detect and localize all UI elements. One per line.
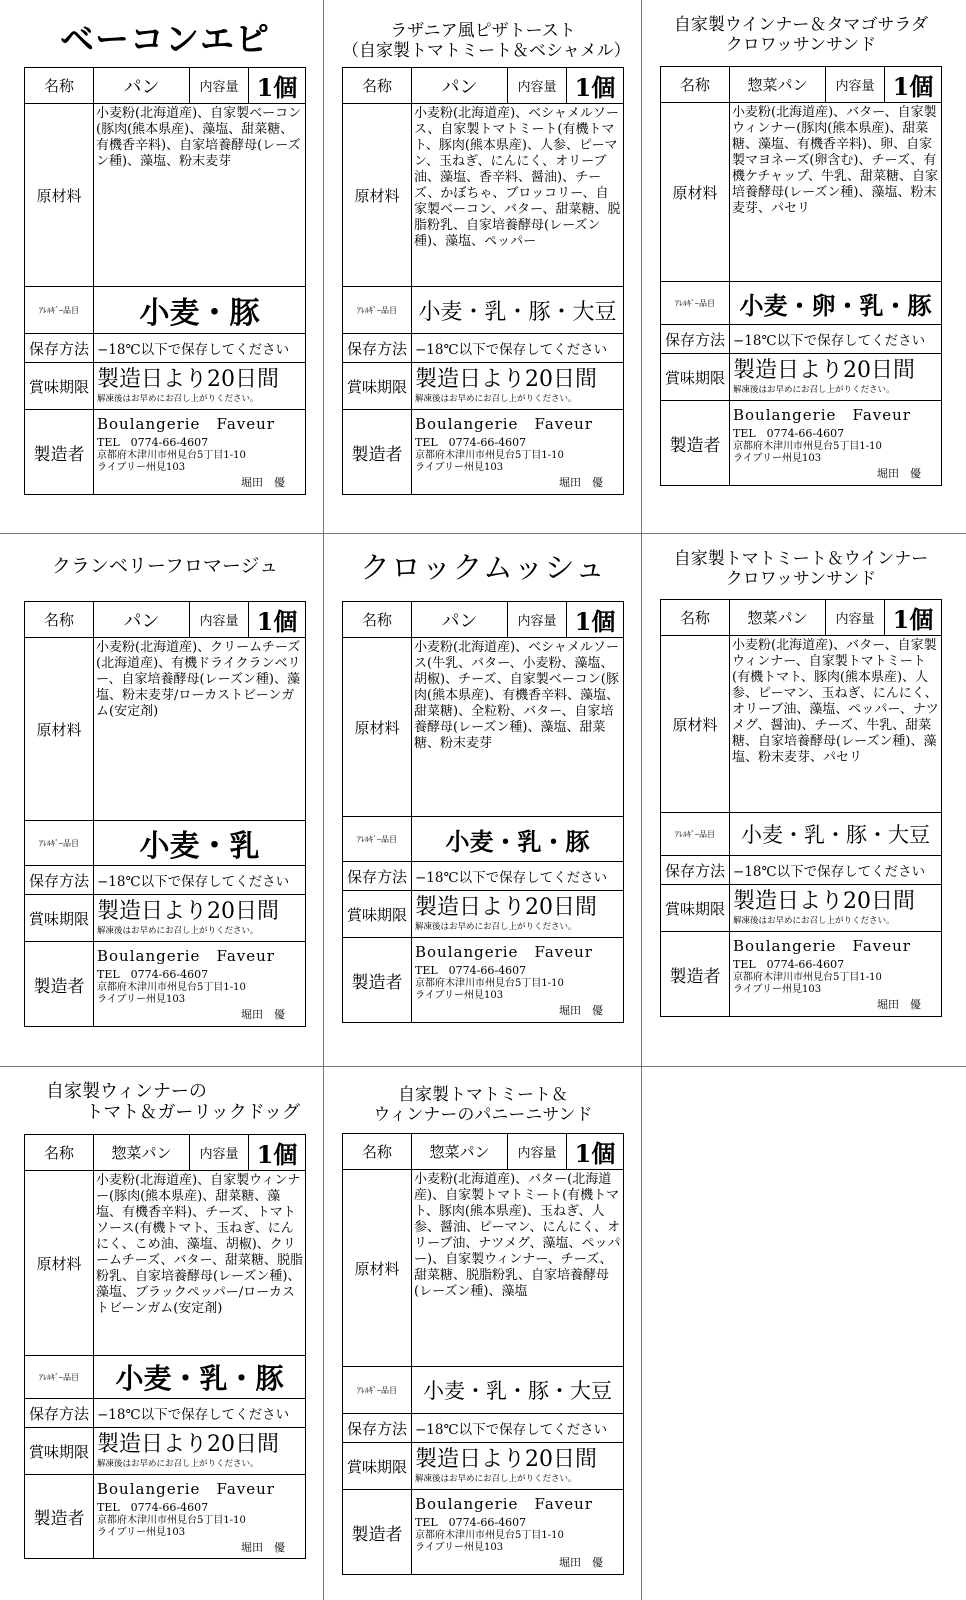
- expiry-label: 賞味期限: [25, 1428, 94, 1475]
- grid-line-vertical: [641, 0, 642, 1600]
- maker-tel: TEL 0774-66-4607: [733, 427, 845, 440]
- storage-value: −18℃以下で保存してください: [730, 856, 942, 885]
- storage-label: 保存方法: [343, 334, 412, 363]
- product-subtitle: クロワッサンサンド: [725, 568, 877, 589]
- expiry-value: 製造日より20日間: [415, 1446, 597, 1472]
- allergen-value: 小麦・乳: [94, 821, 306, 866]
- allergen-label: ｱﾚﾙｷﾞｰ品目: [343, 287, 412, 334]
- maker-company: Boulangerie Faveur: [97, 1480, 275, 1498]
- ingredients-label: 原材料: [25, 104, 94, 287]
- maker-label: 製造者: [343, 410, 412, 495]
- allergen-value: 小麦・乳・豚・大豆: [412, 287, 624, 334]
- maker-address: ライブリー州見103: [97, 462, 186, 473]
- maker-tel: TEL 0774-66-4607: [97, 968, 209, 981]
- maker-tel: TEL 0774-66-4607: [415, 436, 527, 449]
- ingredients-value: 小麦粉(北海道産)、バター(北海道産)、自家製トマトミート(有機トマト、豚肉(熊本県産)、玉ねぎ、人参、醤油、ピーマン、にんにく、オリーブ油、ナツメグ、藻塩、ペッパー)、自家製ウィンナー、チーズ、甜菜糖、脱脂粉乳、自家培養酵母(レーズン種)、藻塩: [412, 1170, 624, 1367]
- maker-company: Boulangerie Faveur: [415, 943, 593, 961]
- quantity-value: 1個: [249, 68, 306, 104]
- product-title: 自家製ウィンナーの: [46, 1081, 207, 1102]
- allergen-value: 小麦・乳・豚・大豆: [730, 813, 942, 856]
- maker-address: 京都府木津川市州見台5丁目1-10: [415, 1530, 564, 1541]
- product-subtitle: トマト＆ガーリックドッグ: [85, 1101, 300, 1123]
- maker-tel: TEL 0774-66-4607: [415, 1516, 527, 1529]
- maker-label: 製造者: [343, 1490, 412, 1575]
- quantity-label: 内容量: [508, 1134, 567, 1170]
- ingredients-label: 原材料: [343, 104, 412, 287]
- allergen-value: 小麦・乳・豚・大豆: [412, 1367, 624, 1414]
- storage-value: −18℃以下で保存してください: [412, 862, 624, 891]
- grid-line-horizontal: [0, 533, 966, 534]
- allergen-value: 小麦・乳・豚: [94, 1356, 306, 1399]
- quantity-label: 内容量: [508, 602, 567, 638]
- maker-company: Boulangerie Faveur: [733, 406, 911, 424]
- expiry-value: 製造日より20日間: [97, 898, 279, 924]
- quantity-value: 1個: [249, 1135, 306, 1171]
- maker-address: ライブリー州見103: [97, 1527, 186, 1538]
- storage-label: 保存方法: [343, 862, 412, 891]
- maker-tel: TEL 0774-66-4607: [97, 1501, 209, 1514]
- maker-label: 製造者: [661, 401, 730, 486]
- maker-label: 製造者: [25, 1475, 94, 1559]
- expiry-note: 解凍後はお早めにお召し上がりください。: [415, 1474, 577, 1485]
- maker-address: 京都府木津川市州見台5丁目1-10: [415, 450, 564, 461]
- ingredients-label: 原材料: [25, 1171, 94, 1356]
- storage-label: 保存方法: [661, 325, 730, 354]
- name-value: パン: [412, 602, 508, 638]
- quantity-value: 1個: [885, 67, 942, 103]
- maker-person: 堀田 優: [241, 1008, 285, 1021]
- expiry-note: 解凍後はお早めにお召し上がりください。: [97, 1459, 259, 1470]
- maker-address: ライブリー州見103: [733, 984, 822, 995]
- name-value: 惣菜パン: [94, 1135, 190, 1171]
- quantity-value: 1個: [567, 1134, 624, 1170]
- expiry-value: 製造日より20日間: [415, 894, 597, 920]
- maker-person: 堀田 優: [559, 1004, 603, 1017]
- maker-company: Boulangerie Faveur: [415, 415, 593, 433]
- ingredients-label: 原材料: [661, 103, 730, 282]
- expiry-note: 解凍後はお早めにお召し上がりください。: [733, 916, 895, 927]
- maker-label: 製造者: [25, 410, 94, 495]
- ingredients-label: 原材料: [25, 638, 94, 821]
- name-label: 名称: [25, 602, 94, 638]
- expiry-label: 賞味期限: [661, 354, 730, 401]
- product-subtitle: ウィンナーのパニーニサンド: [373, 1104, 593, 1125]
- grid-line-vertical: [323, 0, 324, 1600]
- storage-label: 保存方法: [25, 334, 94, 363]
- maker-address: 京都府木津川市州見台5丁目1-10: [733, 972, 882, 983]
- storage-value: −18℃以下で保存してください: [412, 334, 624, 363]
- ingredients-label: 原材料: [661, 636, 730, 813]
- ingredients-label: 原材料: [343, 1170, 412, 1367]
- quantity-label: 内容量: [826, 600, 885, 636]
- allergen-label: ｱﾚﾙｷﾞｰ品目: [661, 813, 730, 856]
- storage-value: −18℃以下で保存してください: [730, 325, 942, 354]
- maker-tel: TEL 0774-66-4607: [415, 964, 527, 977]
- maker-address: ライブリー州見103: [97, 994, 186, 1005]
- name-value: パン: [412, 68, 508, 104]
- product-label: [342, 14, 631, 489]
- name-value: 惣菜パン: [730, 67, 826, 103]
- expiry-label: 賞味期限: [25, 363, 94, 410]
- maker-person: 堀田 優: [877, 998, 921, 1011]
- storage-value: −18℃以下で保存してください: [94, 334, 306, 363]
- maker-person: 堀田 優: [559, 476, 603, 489]
- allergen-value: 小麦・乳・豚: [412, 817, 624, 862]
- maker-person: 堀田 優: [877, 467, 921, 480]
- maker-address: ライブリー州見103: [415, 1542, 504, 1553]
- ingredients-value: 小麦粉(北海道産)、自家製ウィンナー(豚肉(熊本県産)、甜菜糖、藻塩、有機香辛料)、チーズ、トマトソース(有機トマト、玉ねぎ、にんにく、こめ油、藻塩、胡椒)、クリームチーズ、バター、甜菜糖、脱脂粉乳、自家培養酵母(レーズン種)、藻塩、ブラックペッパー/ローカストビーンガム(安定剤): [94, 1171, 306, 1356]
- expiry-label: 賞味期限: [343, 891, 412, 938]
- quantity-label: 内容量: [508, 68, 567, 104]
- allergen-value: 小麦・卵・乳・豚: [730, 282, 942, 325]
- expiry-note: 解凍後はお早めにお召し上がりください。: [97, 394, 259, 405]
- name-label: 名称: [25, 68, 94, 104]
- name-value: 惣菜パン: [730, 600, 826, 636]
- expiry-label: 賞味期限: [343, 1443, 412, 1490]
- allergen-label: ｱﾚﾙｷﾞｰ品目: [343, 817, 412, 862]
- expiry-value: 製造日より20日間: [733, 888, 915, 914]
- product-subtitle: クロワッサンサンド: [725, 34, 877, 55]
- name-label: 名称: [25, 1135, 94, 1171]
- product-label: [660, 8, 942, 480]
- storage-value: −18℃以下で保存してください: [412, 1414, 624, 1443]
- ingredients-value: 小麦粉(北海道産)、ベシャメルソース(牛乳、バター、小麦粉、藻塩、胡椒)、チーズ、自家製ベーコン(豚肉(熊本県産)、有機香辛料、藻塩、甜菜糖)、全粒粉、バター、自家培養酵母(レーズン種)、藻塩、甜菜糖、粉末麦芽: [412, 638, 624, 817]
- allergen-label: ｱﾚﾙｷﾞｰ品目: [25, 821, 94, 866]
- name-value: 惣菜パン: [412, 1134, 508, 1170]
- maker-address: ライブリー州見103: [733, 453, 822, 464]
- ingredients-value: 小麦粉(北海道産)、バター、自家製ウィンナー(豚肉(熊本県産)、甜菜糖、藻塩、有機香辛料)、卵、自家製マヨネーズ(卵含む)、チーズ、有機ケチャップ、牛乳、甜菜糖、自家培養酵母(レーズン種)、藻塩、粉末麦芽、パセリ: [730, 103, 942, 282]
- name-label: 名称: [661, 67, 730, 103]
- maker-tel: TEL 0774-66-4607: [97, 436, 209, 449]
- product-label: [24, 14, 306, 489]
- product-label: [342, 1076, 624, 1569]
- maker-label: 製造者: [25, 942, 94, 1027]
- expiry-note: 解凍後はお早めにお召し上がりください。: [415, 394, 577, 405]
- maker-person: 堀田 優: [241, 476, 285, 489]
- product-title: ラザニア風ピザトースト: [390, 21, 576, 41]
- ingredients-value: 小麦粉(北海道産)、クリームチーズ(北海道産)、有機ドライクランベリー、自家培養酵母(レーズン種)、藻塩、粉末麦芽/ローカストビーンガム(安定剤): [94, 638, 306, 821]
- expiry-value: 製造日より20日間: [97, 1431, 279, 1457]
- quantity-value: 1個: [249, 602, 306, 638]
- storage-label: 保存方法: [661, 856, 730, 885]
- maker-company: Boulangerie Faveur: [97, 415, 275, 433]
- product-label: [24, 1076, 306, 1554]
- name-label: 名称: [343, 68, 412, 104]
- maker-address: ライブリー州見103: [415, 462, 504, 473]
- product-subtitle: （自家製トマトミート＆ベシャメル）: [342, 40, 631, 61]
- maker-address: 京都府木津川市州見台5丁目1-10: [97, 1515, 246, 1526]
- maker-company: Boulangerie Faveur: [733, 937, 911, 955]
- product-label: [342, 546, 624, 1017]
- maker-tel: TEL 0774-66-4607: [733, 958, 845, 971]
- quantity-value: 1個: [567, 68, 624, 104]
- maker-address: 京都府木津川市州見台5丁目1-10: [415, 978, 564, 989]
- name-value: パン: [94, 602, 190, 638]
- maker-address: 京都府木津川市州見台5丁目1-10: [97, 450, 246, 461]
- grid-line-horizontal: [0, 1066, 966, 1067]
- allergen-label: ｱﾚﾙｷﾞｰ品目: [343, 1367, 412, 1414]
- quantity-value: 1個: [567, 602, 624, 638]
- allergen-label: ｱﾚﾙｷﾞｰ品目: [25, 1356, 94, 1399]
- storage-label: 保存方法: [25, 1399, 94, 1428]
- maker-company: Boulangerie Faveur: [97, 947, 275, 965]
- storage-label: 保存方法: [25, 866, 94, 895]
- storage-label: 保存方法: [343, 1414, 412, 1443]
- product-title: 自家製トマトミート＆ウインナー: [673, 549, 929, 569]
- maker-label: 製造者: [661, 932, 730, 1017]
- maker-address: 京都府木津川市州見台5丁目1-10: [97, 982, 246, 993]
- name-label: 名称: [343, 1134, 412, 1170]
- quantity-label: 内容量: [826, 67, 885, 103]
- product-title: 自家製ウインナー＆タマゴサラダ: [673, 15, 929, 35]
- expiry-label: 賞味期限: [25, 895, 94, 942]
- product-label: [24, 546, 306, 1021]
- expiry-label: 賞味期限: [661, 885, 730, 932]
- ingredients-value: 小麦粉(北海道産)、ベシャメルソース、自家製トマトミート(有機トマト、豚肉(熊本県産)、人参、ピーマン、玉ねぎ、にんにく、オリーブ油、藻塩、香辛料、醤油)、チーズ、かぼちゃ、ブロッコリー、自家製ベーコン、バター、甜菜糖、脱脂粉乳、自家培養酵母(レーズン種)、藻塩、ペッパー: [412, 104, 624, 287]
- maker-address: 京都府木津川市州見台5丁目1-10: [733, 441, 882, 452]
- product-title: ベーコンエピ: [60, 20, 270, 60]
- storage-value: −18℃以下で保存してください: [94, 1399, 306, 1428]
- allergen-label: ｱﾚﾙｷﾞｰ品目: [25, 287, 94, 334]
- quantity-label: 内容量: [190, 1135, 249, 1171]
- expiry-value: 製造日より20日間: [415, 366, 597, 392]
- name-label: 名称: [343, 602, 412, 638]
- product-title: クランベリーフロマージュ: [51, 555, 279, 577]
- maker-address: ライブリー州見103: [415, 990, 504, 1001]
- quantity-value: 1個: [885, 600, 942, 636]
- product-title: クロックムッシュ: [360, 551, 606, 586]
- expiry-value: 製造日より20日間: [733, 357, 915, 383]
- product-label: [660, 544, 942, 1011]
- ingredients-value: 小麦粉(北海道産)、自家製ベーコン(豚肉(熊本県産)、藻塩、甜菜糖、有機香辛料)、自家培養酵母(レーズン種)、藻塩、粉末麦芽: [94, 104, 306, 287]
- maker-person: 堀田 優: [241, 1541, 285, 1554]
- maker-label: 製造者: [343, 938, 412, 1023]
- expiry-value: 製造日より20日間: [97, 366, 279, 392]
- name-label: 名称: [661, 600, 730, 636]
- expiry-note: 解凍後はお早めにお召し上がりください。: [97, 926, 259, 937]
- storage-value: −18℃以下で保存してください: [94, 866, 306, 895]
- maker-person: 堀田 優: [559, 1556, 603, 1569]
- name-value: パン: [94, 68, 190, 104]
- expiry-note: 解凍後はお早めにお召し上がりください。: [415, 922, 577, 933]
- maker-company: Boulangerie Faveur: [415, 1495, 593, 1513]
- quantity-label: 内容量: [190, 602, 249, 638]
- quantity-label: 内容量: [190, 68, 249, 104]
- allergen-label: ｱﾚﾙｷﾞｰ品目: [661, 282, 730, 325]
- expiry-label: 賞味期限: [343, 363, 412, 410]
- allergen-value: 小麦・豚: [94, 287, 306, 334]
- expiry-note: 解凍後はお早めにお召し上がりください。: [733, 385, 895, 396]
- product-title: 自家製トマトミート＆: [398, 1085, 568, 1105]
- ingredients-value: 小麦粉(北海道産)、バター、自家製ウィンナー、自家製トマトミート(有機トマト、豚肉(熊本県産)、人参、ピーマン、玉ねぎ、にんにく、オリーブ油、藻塩、ペッパー、ナツメグ、醤油)、チーズ、牛乳、甜菜糖、自家培養酵母(レーズン種)、藻塩、粉末麦芽、パセリ: [730, 636, 942, 813]
- ingredients-label: 原材料: [343, 638, 412, 817]
